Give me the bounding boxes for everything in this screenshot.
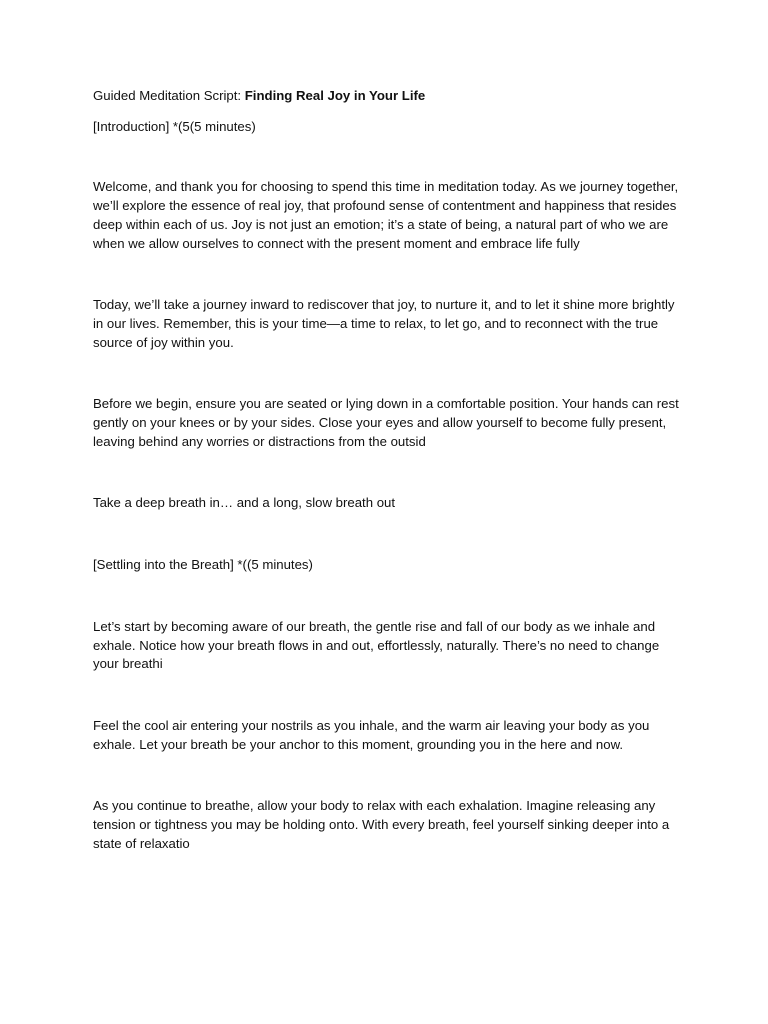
document-body (93, 87, 683, 896)
title-prefix: Guided Meditation Script: (93, 88, 245, 103)
paragraph-aware-of-breath: Let’s start by becoming aware of our breath, the gentle rise and fall of our body as we inhale and exhale. Notice how your breath flows in and out, effortlessly, naturally. There’s no need to change your breathi (93, 618, 660, 672)
paragraph-cool-air: Feel the cool air entering your nostrils as you inhale, and the warm air leaving your body as you exhale. Let your breath be your anchor to this moment, grounding you in the here and now. (93, 717, 650, 752)
paragraph-journey-inward: Today, we’ll take a journey inward to rediscover that joy, to nurture it, and to let it shine more brightly in our lives. Remember, this is your time—a time to relax, to let go, and to reconnect with the true source of joy within you. (93, 297, 675, 350)
paragraph-welcome: Welcome, and thank you for choosing to spend this time in meditation today. As we journey together, we’ll explore the essence of real joy, that profound sense of contentment and happiness that resides deep within each of us. Joy is not just an emotion; it’s a state of being, a natural part of who we are when we allow ourselves to connect with the present moment and embrace life fully (93, 179, 679, 251)
paragraph-deep-breath: Take a deep breath in… and a long, slow breath out (93, 495, 396, 511)
breath-section-header: [Settling into the Breath] *((5 minutes) (93, 557, 313, 573)
paragraph-continue-breathe: As you continue to breathe, allow your body to relax with each exhalation. Imagine releasing any tension or tightness you may be holding onto. With every breath, feel yourself sinking deeper into a state of relaxatio (93, 798, 670, 851)
paragraph-before-we-begin: Before we begin, ensure you are seated or lying down in a comfortable position. Your hands can rest gently on your knees or by your sides. Close your eyes and allow yourself to become fully present, leaving behind any worries or distractions from the outsid (93, 396, 679, 449)
title-bold-text: Finding Real Joy in Your Life (244, 88, 426, 103)
intro-section-header: [Introduction] *(5(5 minutes) (93, 118, 256, 134)
document-title (93, 87, 683, 106)
